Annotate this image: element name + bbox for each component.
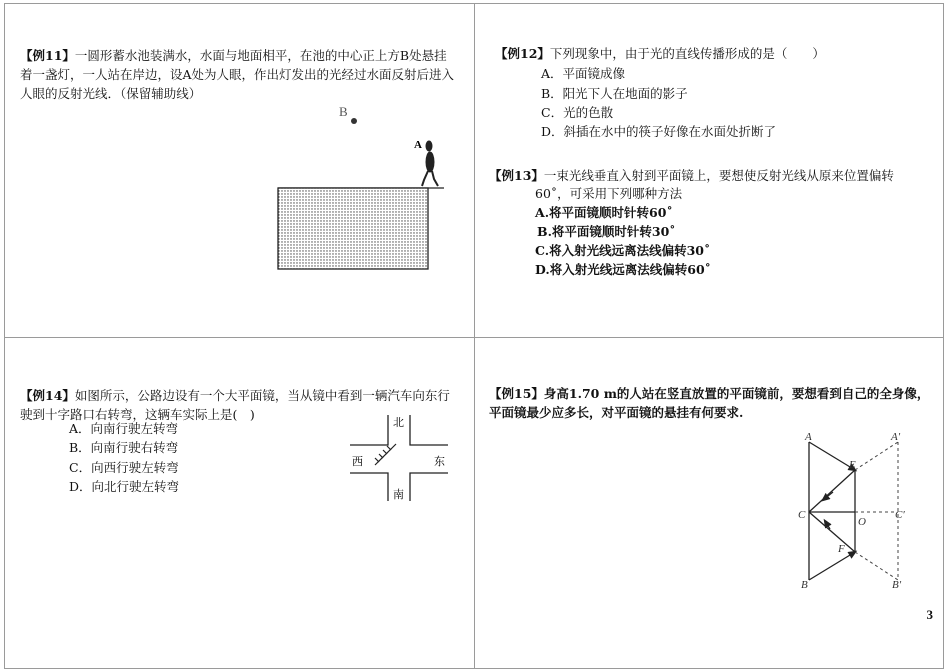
example-12-option-a: A．平面镜成像	[541, 66, 626, 81]
dir-north: 北	[393, 417, 404, 429]
example-12-option-b: B．阳光下人在地面的影子	[541, 86, 688, 101]
example-14-text: 如图所示，公路边设有一个大平面镜，当从镜中看到一辆汽车向东行驶到十字路口右转弯，这辆车实际上是( )	[20, 388, 450, 422]
label-a-prime: A′	[891, 431, 901, 443]
pool-figure	[272, 100, 472, 270]
example-11-text: 一圆形蓄水池装满水，水面与地面相平，在池的中心正上方B处悬挂着一盏灯，一人站在岸边，设A处为人眼，作出灯发出的光经过水面反射后进入人眼的反射光线．（保留辅助线）	[20, 48, 455, 101]
example-13-option-b: B.将平面镜顺时针转30˚	[537, 224, 676, 239]
label-b: B	[801, 579, 808, 590]
example-13	[489, 166, 929, 185]
example-12-option-c: C．光的色散	[541, 105, 614, 120]
example-13-option-d: D.将入射光线远离法线偏转60˚	[535, 262, 711, 277]
example-12	[495, 44, 925, 63]
dir-south: 南	[393, 489, 404, 501]
example-12-option-d: D．斜插在水中的筷子好像在水面处折断了	[541, 124, 777, 139]
dir-west: 西	[352, 456, 363, 468]
label-c: C	[798, 509, 806, 521]
crossroad-figure	[348, 413, 458, 505]
example-14-option-c: C．向西行驶左转弯	[69, 460, 179, 475]
example-12-text: 下列现象中，由于光的直线传播形成的是（ ）	[549, 46, 825, 61]
example-14-option-b: B．向南行驶右转弯	[69, 440, 179, 455]
label-f: F	[838, 543, 845, 555]
pool-water	[278, 188, 428, 269]
example-13-option-a: A.将平面镜顺时针转60˚	[535, 205, 673, 220]
dir-east: 东	[434, 456, 445, 468]
example-15	[489, 384, 933, 422]
example-15-tag: 【例15】	[489, 386, 544, 401]
label-o: O	[858, 516, 866, 528]
vertical-divider	[474, 3, 475, 669]
person-figure	[422, 141, 438, 186]
label-e: E	[849, 459, 856, 471]
horizontal-divider	[4, 337, 944, 338]
example-13-text-line1: 一束光线垂直入射到平面镜上，要想使反射光线从原来位置偏转	[543, 168, 894, 183]
example-15-text: 身高1.70 m的人站在竖直放置的平面镜前，要想看到自己的全身像，平面镜最少应多长，对平面镜的悬挂有何要求.	[489, 386, 930, 420]
lamp-label-b: B	[339, 104, 348, 119]
example-11	[20, 46, 456, 103]
example-14-tag: 【例14】	[20, 388, 75, 403]
example-11-tag: 【例11】	[20, 48, 75, 63]
label-c-prime: C′	[895, 509, 905, 521]
lamp-point	[351, 118, 357, 124]
example-13-text-line2: 60˚，可采用下列哪种方法	[535, 186, 683, 201]
label-b-prime: B′	[892, 579, 902, 590]
example-13-option-c: C.将入射光线远离法线偏转30˚	[535, 243, 711, 258]
page-number: 3	[926, 607, 933, 622]
mirror-ray-figure	[795, 430, 930, 590]
example-14-option-a: A．向南行驶左转弯	[69, 421, 179, 436]
example-13-tag: 【例13】	[489, 168, 544, 183]
example-14-option-d: D．向北行驶左转弯	[69, 479, 180, 494]
mirror	[375, 444, 396, 465]
example-12-tag: 【例12】	[495, 46, 550, 61]
eye-label-a: A	[414, 139, 422, 151]
label-a: A	[805, 431, 812, 443]
